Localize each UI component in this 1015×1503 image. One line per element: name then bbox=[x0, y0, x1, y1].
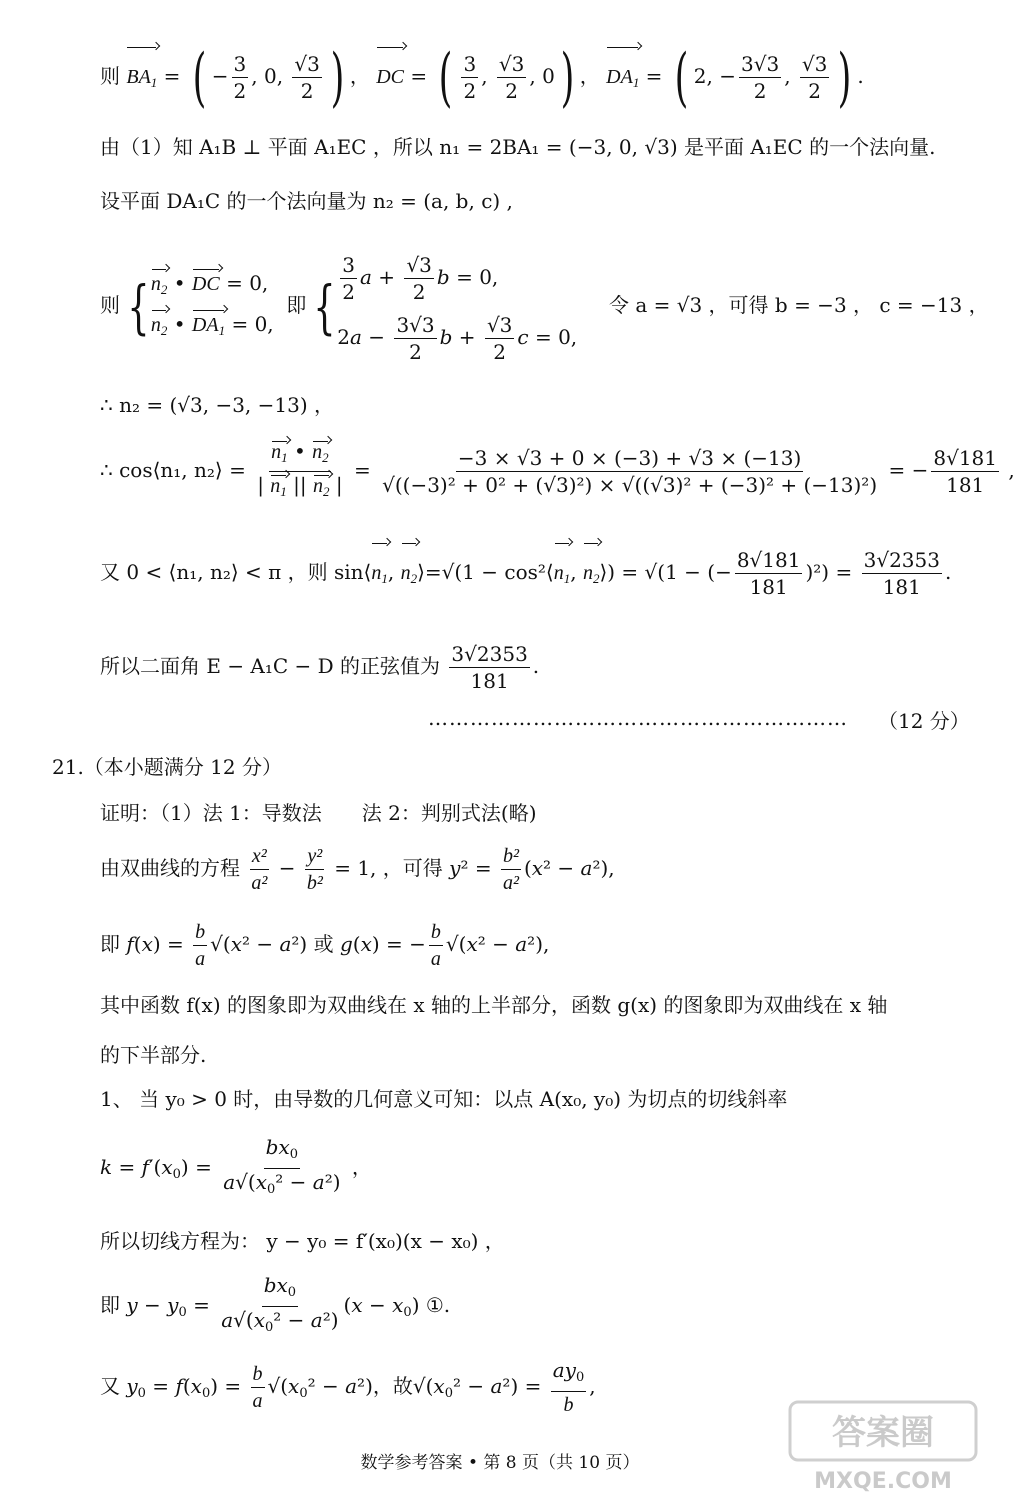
conclusion-line: 所以二面角 E − A₁C − D 的正弦值为 $\frac{3√2353}{181}$ . bbox=[100, 642, 540, 693]
svg-text:MXQE.COM: MXQE.COM bbox=[814, 1469, 952, 1494]
normal-vector-n1-line: 由（1）知 A₁B ⊥ 平面 A₁EC ，所以 n₁ = 2BA₁ = (−3, 0, √3) 是平面 A₁EC 的一个法向量. bbox=[100, 135, 936, 159]
case-1-line: 1、 当 y₀ > 0 时，由导数的几何意义可知：以点 A(x₀, y₀) 为切点的切线斜率 bbox=[100, 1087, 788, 1111]
page-footer: 数学参考答案 • 第 8 页（共 10 页） bbox=[360, 1453, 640, 1473]
tangent-equation-line: 所以切线方程为： y − y₀ = f′(x₀)(x − x₀) ， bbox=[100, 1229, 505, 1253]
slope-line: $k = f'(x_0)$ = $\frac{bx_0}{a√(x_0^2 - a^2)}$ ， bbox=[100, 1135, 372, 1197]
tangent-equation-expanded: 即 $y - y_0$ = $\frac{bx_0}{a√(x_0^2 - a^2)}$ $(x - x_0)$ ①. bbox=[100, 1273, 451, 1335]
function-definition-line: 即 f(x) = $\frac{b}{a}$ √(x² − a²) 或 g(x) = − $\frac{b}{a}$ √(x² − a²), bbox=[100, 921, 550, 970]
description-line-1: 其中函数 f(x) 的图象即为双曲线在 x 轴的上半部分，函数 g(x) 的图象即为双曲线在 x 轴 bbox=[100, 993, 888, 1017]
y0-relation-line: 又 $y_0 = f(x_0)$ = $\frac{b}{a}$ $√(x_0^2 - a^2)$，故$√(x_0^2 - a^2)$ = $\frac{ay_0}{b}$ , bbox=[100, 1358, 596, 1416]
description-line-2: 的下半部分. bbox=[100, 1043, 207, 1067]
watermark-logo bbox=[790, 1400, 980, 1496]
let-a-result: 令 a = √3 ，可得 b = −3 ， c = −13 ， bbox=[608, 293, 989, 317]
score-label: （12 分） bbox=[878, 709, 970, 733]
proof-methods: 证明：（1）法 1：导数法 法 2：判别式法(略) bbox=[100, 801, 537, 825]
normal-vector-n2-line: 设平面 DA₁C 的一个法向量为 n₂ = (a, b, c) , bbox=[100, 189, 513, 213]
equation-system-line: 则 { $n_2$ • DC = 0, $n_2$ • $DA_1 = 0$, 即 { $\frac{3}{2}$ a + $\frac{√3}{2}$ b = 0, 2a − $\frac{3√3}{2}$ b + $\frac{√3}{2}$ c = 0, 令 a = √3 ，可得 b = −3 ， c = −13 ， bbox=[100, 252, 989, 364]
cosine-line: ∴ cos⟨n₁, n₂⟩ = $\frac{n_1 • n_2}{| n_1 || n_2 |}$ = $\frac{-3 \times √3 + 0 \times (-3) + √3 \times (-13)}{\text{√((−3)² + 0² + (√3)²) × √((√3)² + (−3)² + (−13)²)}}$ = − $\frac{8√181}{181}$ , bbox=[100, 438, 1015, 505]
hyperbola-equation-line: 由双曲线的方程 $\frac{\text{x²}}{\text{a²}}$ − $\frac{\text{y²}}{\text{b²}}$ = 1, ，可得 y² = $\frac{\text{b²}}{\text{a²}}$ (x² − a²), bbox=[100, 845, 615, 894]
question-21-title: 21.（本小题满分 12 分） bbox=[52, 755, 282, 779]
then-label: 则 bbox=[100, 64, 120, 88]
svg-text:答案圈: 答案圈 bbox=[832, 1413, 934, 1453]
score-dots: …………………………………………………… bbox=[428, 706, 848, 730]
vector-coordinates-line: 则 $BA_1$ = ( − $\frac{3}{2}$ , 0, $\frac{√3}{2}$ ) ， DC = ( $\frac{3}{2}$ , $\frac{√3}{2}$ , 0) ， $DA_1$ = ( 2, − $\frac{3√3}{2}$ , $\frac{√3}{2}$ ) . bbox=[100, 40, 864, 115]
sine-line: 又 0 < ⟨n₁, n₂⟩ < π ，则 $\sin⟨n_1$, $n_2⟩=√(1$ − $\cos^2⟨n_1$, $n_2⟩) = √(1$ − (− $\frac{8√181}{181}$ )²) = $\frac{3√2353}{181}$ . bbox=[100, 540, 951, 611]
n2-result-line: ∴ n₂ = (√3, −3, −13) ， bbox=[100, 393, 335, 417]
